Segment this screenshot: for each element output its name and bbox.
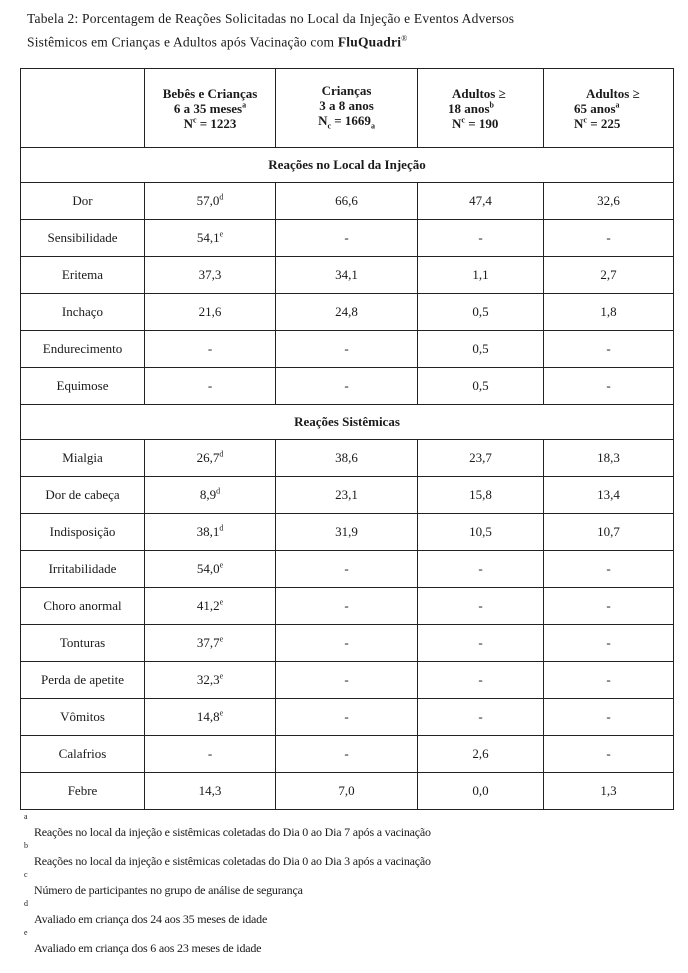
column-header-line-3: $N^c = 190$ [452,115,499,131]
cell-value: - [344,561,349,576]
cell-value: - [606,598,611,613]
value-cell [145,662,276,699]
cell-value: 32,3 [196,672,220,687]
caption-line-1: Tabela 2: Porcentagem de Reações Solicitadas no Local da Injeção e Eventos Adversos [27,11,515,26]
footnote-ref: e [219,597,224,607]
cell-value: 34,1 [335,267,358,282]
cell-value: 37,7 [196,635,220,650]
footnote-ref: d [219,192,224,202]
column-header-line-3: $N_c = 1669_a$ [318,112,375,131]
row-label: Febre [21,773,145,810]
footnote-ref: d [216,486,221,496]
product-name: FluQuadri [337,34,402,50]
column-header-line-2: 3 a 8 anos [319,97,374,113]
table-row [21,551,674,588]
footnote [24,812,674,841]
table-row [21,514,674,551]
footnote-mark: a [24,812,28,821]
table-caption [27,9,667,53]
value-cell [418,257,544,294]
table-row [21,736,674,773]
cell-value: 57,0 [196,193,220,208]
value-cell [145,220,276,257]
cell-value: - [207,378,213,393]
row-label: Dor de cabeça [21,477,145,514]
column-header [145,69,276,148]
value-cell [544,736,674,773]
table-row [21,440,674,477]
row-label: Endurecimento [21,331,145,368]
footnote-ref: e [219,229,224,239]
cell-value: 14,3 [198,783,222,798]
cell-value: 38,6 [335,450,358,465]
column-header [418,69,544,148]
cell-value: 38,1 [196,524,220,539]
cell-value: 0,5 [472,304,489,319]
column-header-line-2: 6 a 35 meses$^a$ [173,100,247,116]
row-label: Vômitos [21,699,145,736]
value-cell [544,699,674,736]
value-cell [544,662,674,699]
cell-value: - [478,672,483,687]
column-header-line-1: Crianças [321,82,372,98]
footnotes [24,812,674,957]
cell-value: - [478,598,483,613]
row-label: Sensibilidade [21,220,145,257]
footnote-text: Avaliado em criança dos 6 aos 23 meses de idade [34,941,262,955]
row-label: Equimose [21,368,145,405]
cell-value: 15,8 [469,487,492,502]
value-cell [418,514,544,551]
value-cell [418,294,544,331]
value-cell [544,514,674,551]
value-cell [276,514,418,551]
cell-value: 10,5 [469,524,492,539]
footnote-ref: e [219,708,224,718]
value-cell [418,773,544,810]
cell-value: - [344,709,349,724]
column-header [544,69,674,148]
cell-value: - [207,341,213,356]
footnote-mark: b [24,841,28,850]
table-row [21,257,674,294]
registered-mark: ® [401,34,408,43]
value-cell [145,331,276,368]
value-cell [544,368,674,405]
footnote-ref: d [219,523,224,533]
value-cell [145,625,276,662]
table-row [21,662,674,699]
footnote-text: Avaliado em criança dos 24 aos 35 meses de idade [34,912,268,926]
value-cell [145,183,276,220]
footnote [24,899,674,928]
table-row [21,368,674,405]
row-label: Dor [21,183,145,220]
table-row [21,220,674,257]
row-label: Tonturas [21,625,145,662]
cell-value: - [606,341,611,356]
cell-value: 18,3 [597,450,620,465]
cell-value: 10,7 [597,524,620,539]
cell-value: 1,1 [472,267,489,282]
cell-value: - [478,561,483,576]
cell-value: 0,0 [472,783,489,798]
cell-value: - [606,635,611,650]
value-cell [276,331,418,368]
cell-value: - [344,672,349,687]
cell-value: 54,0 [196,561,220,576]
header-empty-cell [21,69,145,148]
cell-value: 23,7 [469,450,492,465]
value-cell [544,220,674,257]
table-row [21,625,674,662]
row-label: Irritabilidade [21,551,145,588]
row-label: Indisposição [21,514,145,551]
cell-value: 26,7 [196,450,220,465]
column-header-line-3: $N^c = 225$ [574,115,621,131]
value-cell [418,736,544,773]
column-header-line-1: Bebês e Crianças [162,85,258,101]
cell-value: 2,6 [472,746,489,761]
cell-value: - [344,598,349,613]
value-cell [418,183,544,220]
row-label: Choro anormal [21,588,145,625]
value-cell [276,257,418,294]
column-header-line-1: Adultos ≥ [586,85,640,101]
table-row [21,183,674,220]
value-cell [544,331,674,368]
value-cell [418,220,544,257]
table-row [21,477,674,514]
value-cell [544,294,674,331]
value-cell [145,699,276,736]
value-cell [544,588,674,625]
cell-value: 66,6 [335,193,358,208]
value-cell [276,588,418,625]
section-header-row [21,405,674,440]
cell-value: - [344,230,349,245]
adverse-reactions-table [20,68,674,810]
value-cell [544,551,674,588]
value-cell [276,773,418,810]
value-cell [276,736,418,773]
row-label: Mialgia [21,440,145,477]
cell-value: 24,8 [335,304,358,319]
cell-value: 1,3 [600,783,617,798]
cell-value: 21,6 [198,304,222,319]
value-cell [145,514,276,551]
table-row [21,699,674,736]
value-cell [276,440,418,477]
cell-value: - [478,230,483,245]
value-cell [145,551,276,588]
value-cell [544,625,674,662]
row-label: Eritema [21,257,145,294]
footnote-mark: d [24,899,28,908]
footnote [24,928,674,957]
cell-value: 1,8 [600,304,617,319]
row-label: Inchaço [21,294,145,331]
value-cell [276,294,418,331]
cell-value: - [606,230,611,245]
cell-value: 14,8 [196,709,220,724]
footnote [24,841,674,870]
value-cell [276,662,418,699]
section-header-row [21,148,674,183]
value-cell [544,773,674,810]
row-label: Perda de apetite [21,662,145,699]
column-header [276,69,418,148]
column-header-line-2: 18 anos$^b$ [448,100,494,116]
column-header-line-1: Adultos ≥ [452,85,506,101]
cell-value: 54,1 [196,230,220,245]
cell-value: - [606,709,611,724]
cell-value: 7,0 [338,783,355,798]
table-body [21,148,674,810]
cell-value: - [606,561,611,576]
value-cell [418,588,544,625]
cell-value: - [606,746,611,761]
header-row [21,69,674,148]
value-cell [276,551,418,588]
column-header-line-2: 65 anos$^a$ [574,100,620,116]
cell-value: - [606,672,611,687]
value-cell [145,773,276,810]
value-cell [544,440,674,477]
value-cell [544,257,674,294]
row-label: Calafrios [21,736,145,773]
caption-line-2-text: Sistêmicos em Crianças e Adultos após Vacinação com [27,34,338,50]
cell-value: 0,5 [472,341,489,356]
value-cell [544,183,674,220]
footnote-mark: c [24,870,28,879]
cell-value: 31,9 [335,524,358,539]
cell-value: 0,5 [472,378,489,393]
footnote-ref: d [219,449,224,459]
footnote-mark: e [24,928,28,937]
footnote-text: Reações no local da injeção e sistêmicas coletadas do Dia 0 ao Dia 3 após a vacinação [34,854,431,868]
value-cell [418,331,544,368]
cell-value: 41,2 [196,598,220,613]
cell-value: 47,4 [469,193,492,208]
value-cell [418,368,544,405]
value-cell [418,662,544,699]
cell-value: 37,3 [198,267,222,282]
cell-value: 23,1 [335,487,358,502]
cell-value: - [207,746,213,761]
footnote-ref: e [219,634,224,644]
cell-value: - [478,709,483,724]
value-cell [145,440,276,477]
value-cell [145,736,276,773]
value-cell [418,551,544,588]
footnote-ref: e [219,560,224,570]
value-cell [145,294,276,331]
cell-value: - [344,635,349,650]
value-cell [418,477,544,514]
value-cell [276,183,418,220]
caption-line-2 [27,29,667,53]
value-cell [276,368,418,405]
value-cell [276,625,418,662]
value-cell [145,257,276,294]
value-cell [544,477,674,514]
section-title: Reações Sistêmicas [21,405,674,440]
value-cell [145,477,276,514]
cell-value: 2,7 [600,267,617,282]
cell-value: - [344,378,349,393]
value-cell [418,699,544,736]
section-title: Reações no Local da Injeção [21,148,674,183]
footnote-text: Reações no local da injeção e sistêmicas coletadas do Dia 0 ao Dia 7 após a vacinação [34,825,431,839]
column-header-line-3: $N^c = 1223$ [183,115,237,131]
footnote [24,870,674,899]
table-row [21,773,674,810]
value-cell [276,699,418,736]
value-cell [276,220,418,257]
value-cell [145,368,276,405]
cell-value: - [344,746,349,761]
cell-value: - [478,635,483,650]
table-row [21,331,674,368]
value-cell [418,440,544,477]
value-cell [276,477,418,514]
table-row [21,294,674,331]
value-cell [418,625,544,662]
table-row [21,588,674,625]
footnote-text: Número de participantes no grupo de análise de segurança [34,883,303,897]
cell-value: - [344,341,349,356]
cell-value: - [606,378,611,393]
footnote-ref: e [219,671,224,681]
cell-value: 32,6 [597,193,620,208]
cell-value: 13,4 [597,487,620,502]
cell-value: 8,9 [199,487,217,502]
value-cell [145,588,276,625]
